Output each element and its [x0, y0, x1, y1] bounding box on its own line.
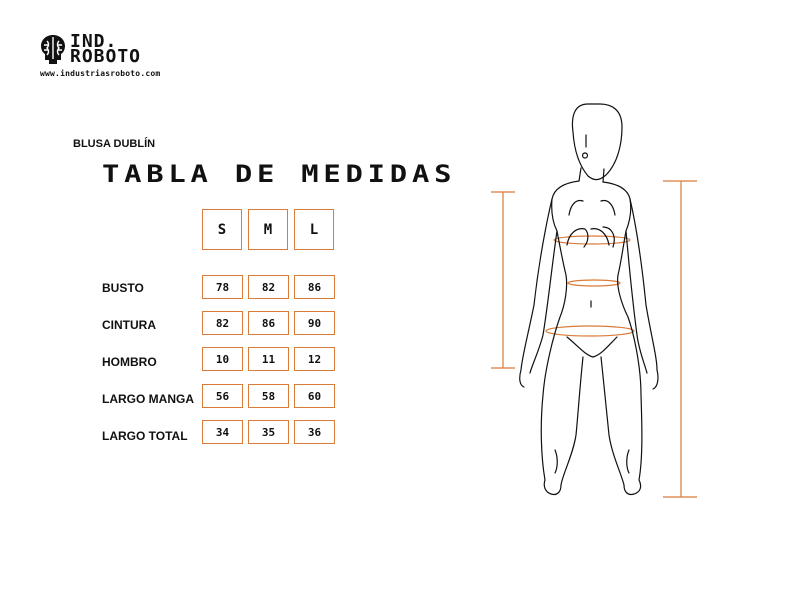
table-cell: 36 [294, 420, 335, 444]
brand-url: www.industriasroboto.com [40, 69, 161, 78]
table-cell: 34 [202, 420, 243, 444]
left-knee-mark [555, 450, 557, 473]
table-cell: 60 [294, 384, 335, 408]
right-arm-outline [630, 199, 658, 389]
table-cell: 78 [202, 275, 243, 299]
size-header-m: M [248, 209, 288, 250]
right-knee-mark [627, 450, 629, 473]
table-cell: 10 [202, 347, 243, 371]
brand-name-line2: ROBOTO [70, 46, 142, 67]
row-label-largo-manga: LARGO MANGA [102, 392, 194, 406]
table-cell: 56 [202, 384, 243, 408]
size-header-s: S [202, 209, 242, 250]
head-sensor [583, 135, 588, 158]
table-cell: 58 [248, 384, 289, 408]
table-cell: 90 [294, 311, 335, 335]
row-label-busto: BUSTO [102, 281, 144, 295]
body-measurement-illustration [485, 95, 715, 510]
row-label-hombro: HOMBRO [102, 355, 157, 369]
right-leg-inner [601, 357, 624, 485]
torso-length-guide [491, 192, 515, 368]
brand-logo [38, 33, 188, 83]
groin-outline [567, 337, 617, 357]
head-outline [572, 104, 622, 180]
table-cell: 82 [202, 311, 243, 335]
size-header-l: L [294, 209, 334, 250]
left-leg-inner [561, 357, 583, 485]
bust-measure-line [554, 236, 630, 244]
page-title: TABLA DE MEDIDAS [102, 160, 457, 188]
brand-name-line1: IND. [70, 31, 118, 52]
total-length-guide [663, 181, 697, 497]
product-name: BLUSA DUBLÍN [73, 138, 156, 150]
hip-measure-line [546, 326, 634, 336]
table-cell: 11 [248, 347, 289, 371]
waist-measure-line [568, 280, 620, 286]
left-arm-outline [520, 199, 552, 387]
body-outline [520, 104, 658, 495]
table-cell: 35 [248, 420, 289, 444]
neck-outline [579, 168, 604, 182]
row-label-largo-total: LARGO TOTAL [102, 429, 188, 443]
brand-name [70, 31, 190, 67]
table-cell: 82 [248, 275, 289, 299]
table-cell: 86 [248, 311, 289, 335]
table-cell: 86 [294, 275, 335, 299]
row-label-cintura: CINTURA [102, 318, 156, 332]
brain-gear-icon [38, 33, 68, 67]
table-cell: 12 [294, 347, 335, 371]
bust-outline [567, 201, 615, 247]
